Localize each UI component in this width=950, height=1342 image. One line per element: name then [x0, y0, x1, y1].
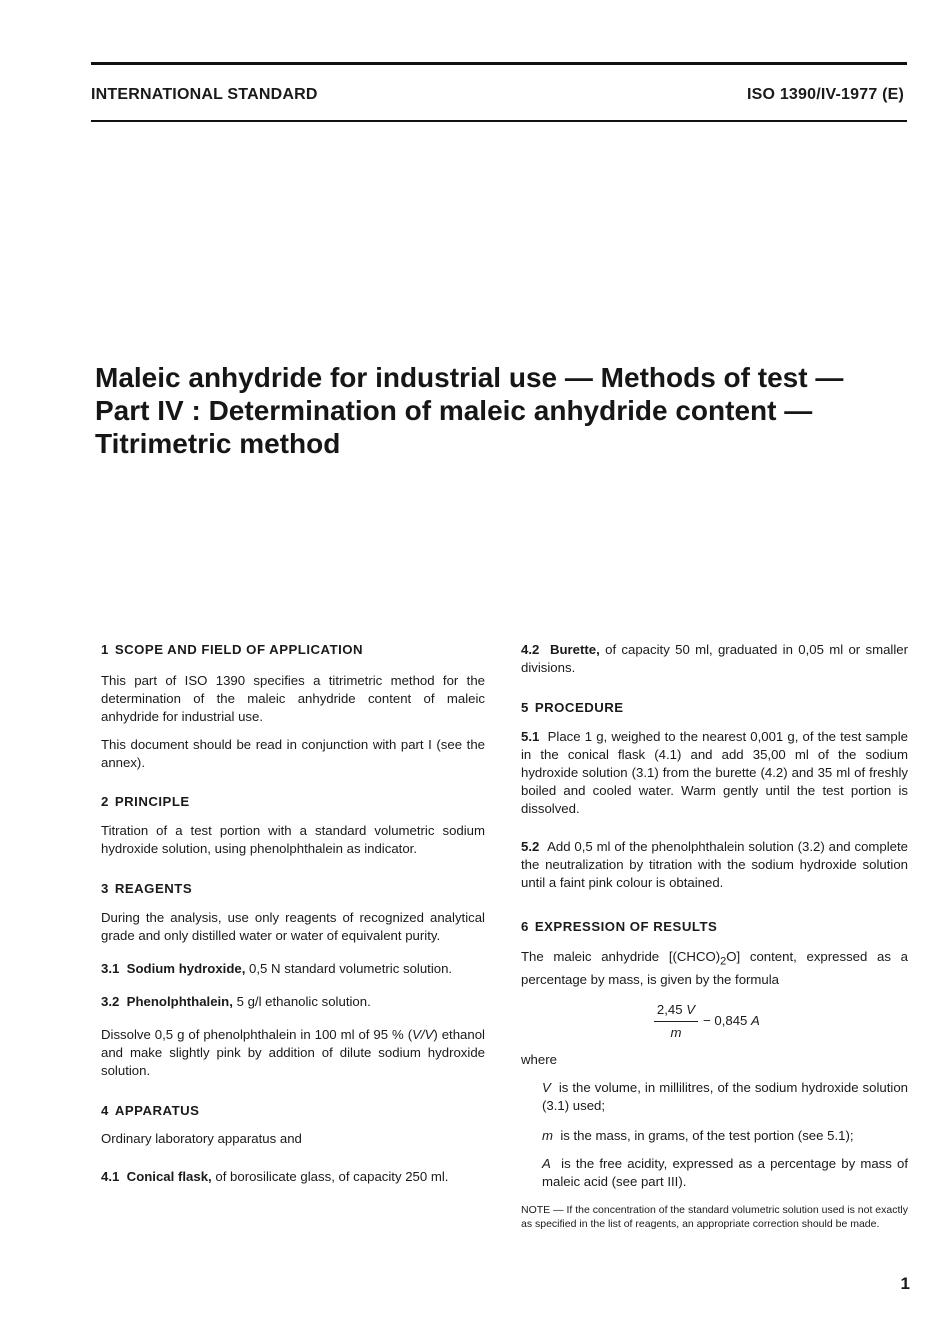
header-rule	[91, 120, 907, 122]
title-line-3: Titrimetric method	[95, 428, 341, 459]
section-1-paragraph-1: This part of ISO 1390 specifies a titrimetric method for the determination of the maleic anhydride content of maleic anhydride for industrial use.	[101, 673, 485, 724]
section-6-intro: The maleic anhydride $[(CHCO)_2O]$ content, expressed as a percentage by mass, is given by the formula	[521, 949, 908, 987]
definition-a: A is the free acidity, expressed as a percentage by mass of maleic acid (see part III).	[542, 1155, 909, 1189]
section-1-heading: 1 SCOPE AND FIELD OF APPLICATION	[101, 642, 364, 657]
section-4-paragraph: Ordinary laboratory apparatus and	[101, 1131, 302, 1146]
symbol-definitions	[542, 1079, 908, 1191]
right-column	[521, 641, 908, 1231]
section-1-paragraph-2: This document should be read in conjunction with part I (see the annex).	[101, 737, 485, 770]
reagent-3-1: 3.1 Sodium hydroxide, 0,5 N standard volumetric solution.	[101, 961, 453, 976]
document-title	[95, 361, 875, 460]
apparatus-4-2: 4.2 Burette, of capacity 50 ml, graduated in 0,05 ml or smaller divisions.	[521, 642, 908, 675]
section-2-heading: 2 PRINCIPLE	[101, 794, 190, 809]
title-line-2: Part IV : Determination of maleic anhydride content —	[95, 395, 813, 426]
section-3-heading: 3 REAGENTS	[101, 881, 193, 896]
note: NOTE — If the concentration of the standard volumetric solution used is not exactly as specified in the list of reagents, an appropriate correction should be made.	[521, 1203, 908, 1230]
formula-fraction	[654, 1001, 698, 1042]
result-formula	[521, 1001, 908, 1045]
section-3-paragraph-2: Dissolve 0,5 g of phenolphthalein in 100 ml of 95 % (V/V) ethanol and make slightly pink by addition of dilute sodium hydroxide solution.	[101, 1027, 485, 1078]
section-2-paragraph: Titration of a test portion with a standard volumetric sodium hydroxide solution, using phenolphthalein as indicator.	[101, 823, 485, 856]
procedure-5-2: 5.2 Add 0,5 ml of the phenolphthalein solution (3.2) and complete the neutralization by titration with the sodium hydroxide solution until a faint pink colour is obtained.	[521, 839, 909, 890]
definition-m: m is the mass, in grams, of the test portion (see 5.1);	[542, 1127, 854, 1143]
page-number: 1	[900, 1274, 910, 1293]
section-3-paragraph-1: During the analysis, use only reagents of recognized analytical grade and only distilled water or water of equivalent purity.	[101, 910, 485, 943]
apparatus-4-1: 4.1 Conical flask, of borosilicate glass, of capacity 250 ml.	[101, 1169, 449, 1184]
formula-denominator: m	[670, 1024, 682, 1040]
section-5-heading: 5 PROCEDURE	[521, 700, 624, 715]
title-line-1: Maleic anhydride for industrial use — Methods of test —	[95, 362, 844, 393]
definition-v: V is the volume, in millilitres, of the sodium hydroxide solution (3.1) used;	[542, 1079, 908, 1113]
section-4-heading: 4 APPARATUS	[101, 1103, 200, 1118]
formula-numerator: 2,45 V	[654, 1001, 698, 1022]
reagent-3-2: 3.2 Phenolphthalein, 5 g/l ethanolic solution.	[101, 994, 371, 1009]
left-column	[101, 641, 485, 1186]
where-label: where	[521, 1051, 557, 1067]
document-type-label: INTERNATIONAL STANDARD	[91, 86, 318, 103]
top-rule	[91, 62, 907, 65]
formula-subtraction-term: − 0,845 A	[703, 1012, 760, 1028]
section-6-heading: 6 EXPRESSION OF RESULTS	[521, 919, 718, 934]
standard-reference: ISO 1390/IV-1977 (E)	[747, 86, 904, 103]
procedure-5-1: 5.1 Place 1 g, weighed to the nearest 0,001 g, of the test sample in the conical flask (4.1) and add 35,00 ml of the sodium hydroxide solution (3.1) from the burette (4.2) and 35 ml of freshly boiled and cooled water. Warm gently until the test portion is dissolved.	[521, 729, 909, 816]
